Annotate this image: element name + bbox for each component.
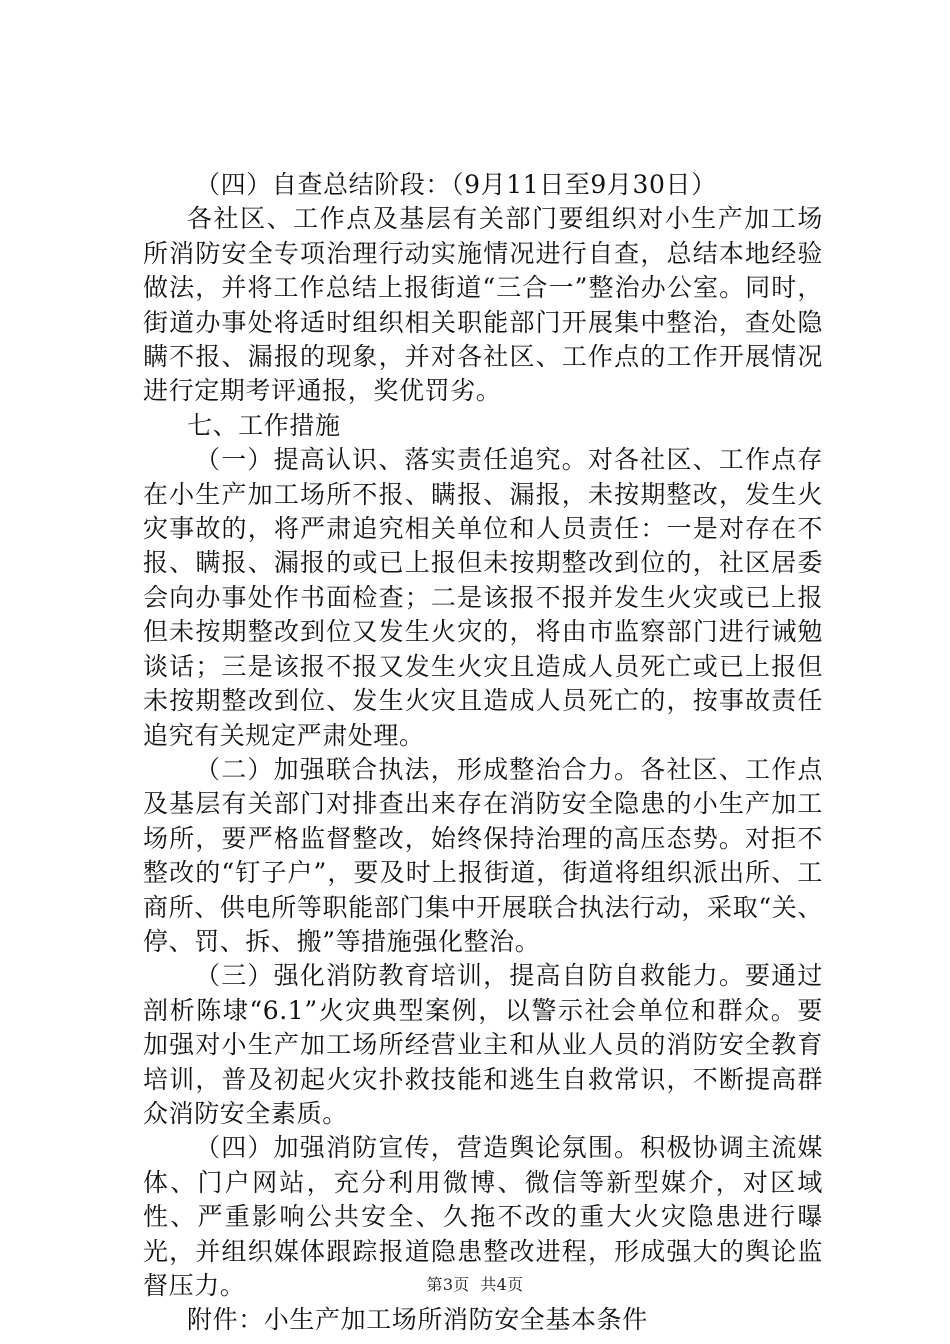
paragraph-measure-2: （二）加强联合执法，形成整治合力。各社区、工作点及基层有关部门对排查出来存在消防安全隐患的小生产加工场所，要严格监督整改，始终保持治理的高压态势。对拒不整改的“钉子户”，要及时上报街道，街道将组织派出所、工商所、供电所等职能部门集中开展联合执法行动，采取“关、停、罚、拆、搬”等措施强化整治。 [143, 754, 823, 956]
page-number: 第3页 共4页 [426, 1275, 524, 1294]
section-heading-work-measures: 七、工作措施 [187, 410, 341, 440]
attachment-line: 附件：小生产加工场所消防安全基本条件 [187, 1305, 648, 1335]
paragraph-measure-4: （四）加强消防宣传，营造舆论氛围。积极协调主流媒体、门户网站，充分利用微博、微信等新型媒介，对区域性、严重影响公共安全、久拖不改的重大火灾隐患进行曝光，并组织媒体跟踪报道隐患整改进程，形成强大的舆论监督压力。 [143, 1133, 823, 1300]
paragraph-measure-3: （三）强化消防教育培训，提高自防自救能力。要通过剖析陈埭“6.1”火灾典型案例，以警示社会单位和群众。要加强对小生产加工场所经营业主和从业人员的消防安全教育培训，普及初起火灾扑救技能和逃生自救常识，不断提高群众消防安全素质。 [143, 961, 823, 1128]
paragraph-measure-1: （一）提高认识、落实责任追究。对各社区、工作点存在小生产加工场所不报、瞒报、漏报，未按期整改，发生火灾事故的，将严肃追究相关单位和人员责任：一是对存在不报、瞒报、漏报的或已上报但未按期整改到位的，社区居委会向办事处作书面检查；二是该报不报并发生火灾或已上报但未按期整改到位又发生火灾的，将由市监察部门进行诫勉谈话；三是该报不报又发生火灾且造成人员死亡或已上报但未按期整改到位、发生火灾且造成人员死亡的，按事故责任追究有关规定严肃处理。 [143, 445, 823, 750]
page-footer [0, 1275, 950, 1295]
document-body [143, 168, 823, 1338]
section-heading-self-check: （四）自查总结阶段：（9月11日至9月30日） [195, 170, 717, 199]
paragraph-self-check-body: 各社区、工作点及基层有关部门要组织对小生产加工场所消防安全专项治理行动实施情况进行自查，总结本地经验做法，并将工作总结上报街道“三合一”整治办公室。同时，街道办事处将适时组织相关职能部门开展集中整治，查处隐瞒不报、漏报的现象，并对各社区、工作点的工作开展情况进行定期考评通报，奖优罚劣。 [143, 204, 823, 406]
